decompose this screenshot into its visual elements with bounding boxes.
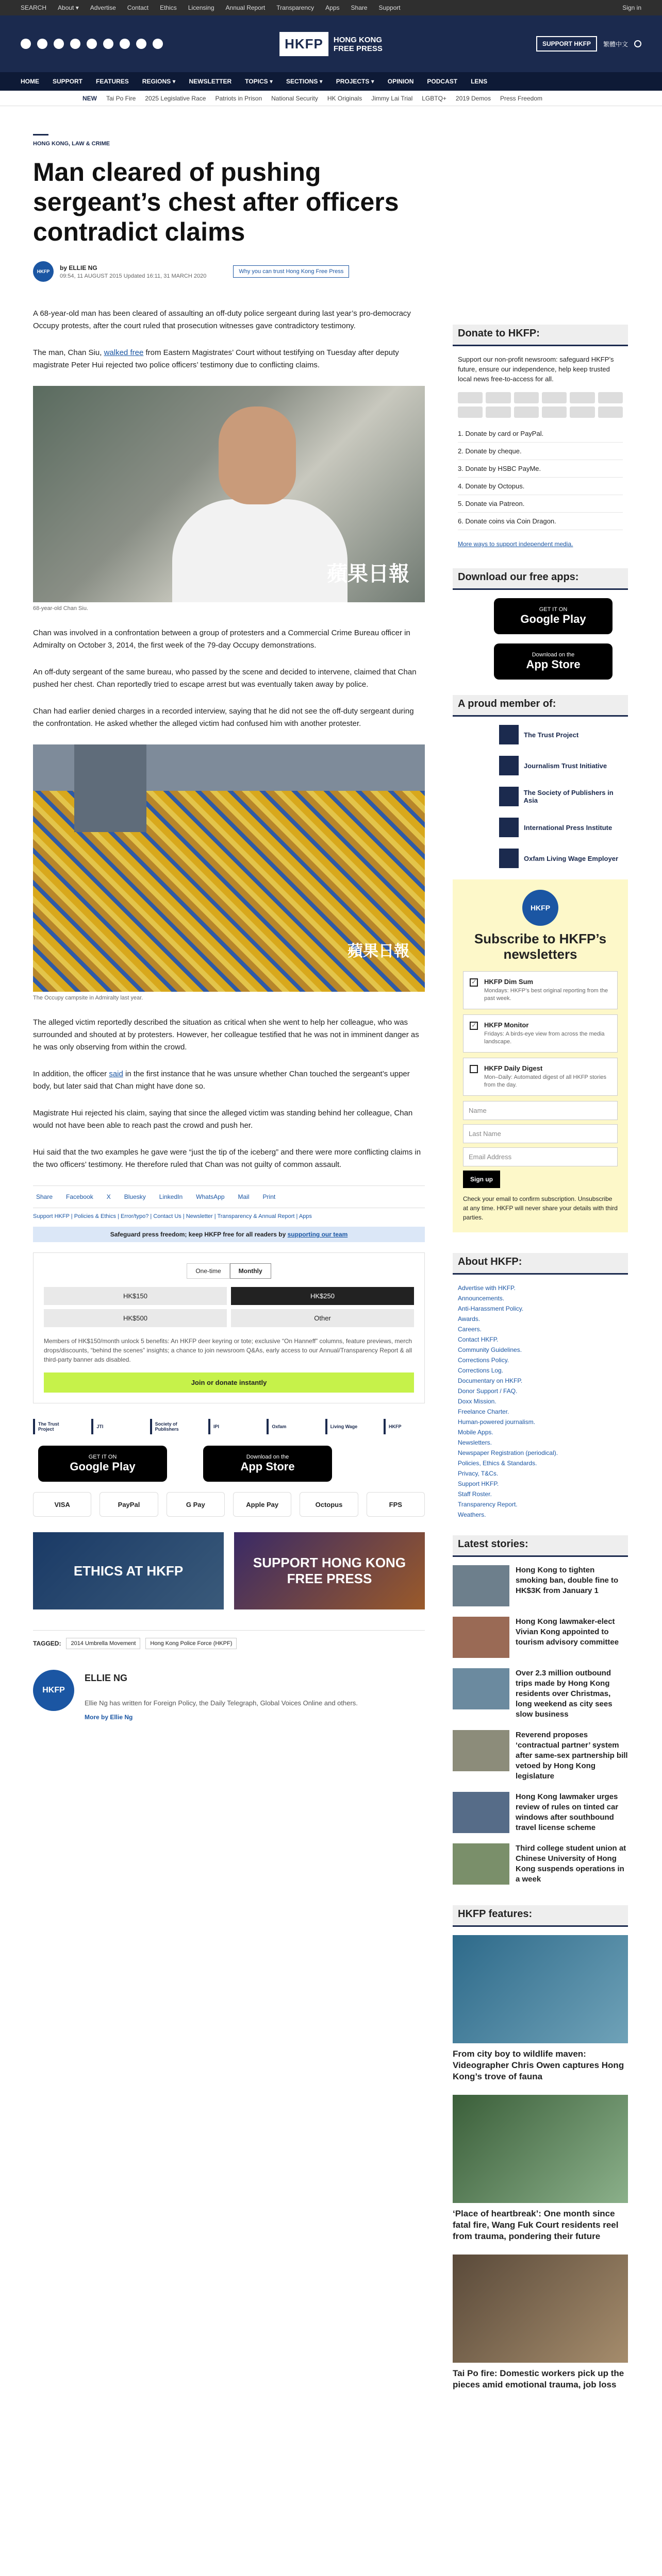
paragraph: Hui said that the two examples he gave were “just the tip of the iceberg” and there were more conflicting claims in the two officers’ testimony. He therefore ruled that Chan was not guilty of common assault.: [33, 1148, 421, 1169]
ticker-item[interactable]: LGBTQ+: [422, 94, 446, 102]
trust-link[interactable]: Why you can trust Hong Kong Free Press: [233, 265, 349, 278]
author-name[interactable]: ELLIE NG: [85, 1673, 128, 1683]
photo-watermark: 蘋果日報: [327, 563, 409, 585]
about-link[interactable]: Weathers.: [458, 1511, 486, 1518]
card-icon: [458, 392, 483, 403]
google-play-button[interactable]: GET IT ON Google Play: [38, 1446, 167, 1482]
donate-methods: [453, 425, 628, 530]
sopa-icon: [499, 787, 519, 806]
about-link[interactable]: Careers.: [458, 1326, 482, 1333]
amount-options: [44, 1287, 414, 1327]
youtube-icon[interactable]: [103, 39, 113, 49]
feature-image[interactable]: [453, 1935, 628, 2043]
card-icon: [486, 406, 510, 418]
member-heading: A proud member of:: [453, 695, 628, 717]
paragraph: An off-duty sergeant of the same bureau, who passed by the scene and decided to intervene, claimed that Chan pushed her chest. Chan reportedly tried to escape arrest but was eventually taken away by police.: [33, 668, 417, 689]
checkbox-icon[interactable]: [470, 978, 478, 987]
twitter-icon[interactable]: [21, 39, 31, 49]
topbar-link-share[interactable]: Share: [351, 4, 368, 11]
sign-in-link[interactable]: Sign in: [622, 4, 641, 11]
share-facebook[interactable]: Facebook: [66, 1193, 93, 1200]
apple-pay-icon[interactable]: Apple Pay: [233, 1492, 291, 1517]
about-link[interactable]: Mobile Apps.: [458, 1429, 493, 1436]
social-icons: [21, 39, 163, 49]
telegram-icon[interactable]: [153, 39, 163, 49]
photo-caption: 68-year-old Chan Siu.: [33, 605, 89, 612]
feature-title[interactable]: ‘Place of heartbreak’: One month since fatal fire, Wang Fuk Court residents reel from trauma, pondering their future: [453, 2209, 619, 2241]
donate-widget: [33, 1252, 425, 1403]
instagram-icon[interactable]: [54, 39, 64, 49]
threads-icon[interactable]: [70, 39, 80, 49]
topbar-link-annual-report[interactable]: Annual Report: [225, 4, 266, 11]
tags-row: [33, 1630, 425, 1649]
octopus-icon[interactable]: Octopus: [300, 1492, 358, 1517]
story-thumbnail: [453, 1792, 509, 1833]
ticker-item[interactable]: 2025 Legislative Race: [145, 94, 206, 102]
badge[interactable]: HKFP: [384, 1419, 425, 1434]
topbar-link-advertise[interactable]: Advertise: [90, 4, 116, 11]
ticker-item[interactable]: National Security: [271, 94, 318, 102]
paypal-icon[interactable]: PayPal: [100, 1492, 158, 1517]
nav-lens[interactable]: LENS: [471, 78, 488, 85]
donate-method[interactable]: 6. Donate coins via Coin Dragon.: [458, 513, 623, 530]
author-bio: Ellie Ng has written for Foreign Policy, the Daily Telegraph, Global Voices Online and others.: [85, 1699, 358, 1707]
about-link[interactable]: Documentary on HKFP.: [458, 1377, 523, 1384]
article-category[interactable]: HONG KONG, LAW & CRIME: [33, 141, 110, 147]
topbar-link-apps[interactable]: Apps: [325, 4, 340, 11]
about-link[interactable]: Newsletters.: [458, 1439, 492, 1446]
paragraph: A 68-year-old man has been cleared of assaulting an off-duty police sergeant during last year’s pro-democracy Occupy protests, after the court ruled that prosecution witnesses gave contradictory testimony.: [33, 309, 411, 330]
nav-sections[interactable]: SECTIONS ▾: [286, 78, 323, 85]
about-link[interactable]: Donor Support / FAQ.: [458, 1387, 518, 1395]
latest-heading: Latest stories:: [453, 1535, 628, 1557]
topbar-link-contact[interactable]: Contact: [127, 4, 149, 11]
newsletter-option-dim-sum[interactable]: ✓ HKFP Dim Sum Mondays: HKFP’s best original reporting from the past week.: [463, 971, 618, 1009]
badge[interactable]: Society of Publishers: [150, 1419, 191, 1434]
share-bluesky[interactable]: Bluesky: [124, 1193, 146, 1200]
app-store-buttons: [33, 1446, 425, 1482]
nav-support[interactable]: SUPPORT: [53, 78, 83, 85]
story-thumbnail: [453, 1617, 509, 1658]
story-thumbnail: [453, 1565, 509, 1606]
author-avatar[interactable]: HKFP: [33, 261, 54, 282]
said-link[interactable]: said: [109, 1070, 123, 1078]
story-item[interactable]: Over 2.3 million outbound trips made by Hong Kong residents over Christmas, long weekend as city sees slow business: [453, 1668, 628, 1720]
topbar-link-search[interactable]: SEARCH: [21, 4, 47, 11]
facebook-icon[interactable]: [37, 39, 47, 49]
ticker-new-label: NEW: [82, 94, 97, 102]
nav-newsletter[interactable]: NEWSLETTER: [189, 78, 232, 85]
about-link[interactable]: Doxx Mission.: [458, 1398, 496, 1405]
story-thumbnail: [453, 1730, 509, 1771]
tag[interactable]: 2014 Umbrella Movement: [66, 1638, 140, 1649]
author-box: [33, 1670, 425, 1721]
member-logo[interactable]: The Trust Project: [499, 725, 628, 744]
feature-image[interactable]: [453, 2095, 628, 2203]
nav-podcast[interactable]: PODCAST: [427, 78, 458, 85]
support-hkfp-button[interactable]: SUPPORT HKFP: [536, 36, 597, 52]
share-print[interactable]: Print: [262, 1193, 276, 1200]
share-whatsapp[interactable]: WhatsApp: [196, 1193, 225, 1200]
article-dates: 09:54, 11 AUGUST 2015 Updated 16:11, 31 MARCH 2020: [60, 273, 207, 279]
card-icon: [598, 406, 623, 418]
story-thumbnail: [453, 1668, 509, 1709]
donate-method[interactable]: 4. Donate by Octopus.: [458, 478, 623, 495]
nav-topics[interactable]: TOPICS ▾: [245, 78, 273, 85]
join-donate-button[interactable]: Join or donate instantly: [44, 1372, 414, 1393]
card-icon: [542, 406, 567, 418]
ticker-item[interactable]: 2019 Demos: [455, 94, 491, 102]
article-photo-occupy-campsite: [33, 744, 425, 992]
member-logo[interactable]: International Press Institute: [499, 818, 628, 837]
ticker-item[interactable]: Press Freedom: [500, 94, 542, 102]
nav-features[interactable]: FEATURES: [96, 78, 129, 85]
features-heading: HKFP features:: [453, 1905, 628, 1927]
app-store-button[interactable]: Download on the App Store: [494, 643, 613, 680]
article-title: Man cleared of pushing sergeant’s chest after officers contradict claims: [33, 158, 399, 246]
share-label: Share: [36, 1193, 53, 1200]
story-thumbnail: [453, 1843, 509, 1885]
name-field[interactable]: Name: [463, 1101, 618, 1120]
article-photo-chan-siu: [33, 386, 425, 602]
latest-stories: [453, 1535, 628, 1885]
topbar-link-licensing[interactable]: Licensing: [188, 4, 214, 11]
member-logo[interactable]: Journalism Trust Initiative: [499, 756, 628, 775]
story-item[interactable]: Hong Kong lawmaker urges review of rules on tinted car windows after southbound travel license scheme: [453, 1792, 628, 1833]
about-link[interactable]: Freelance Charter.: [458, 1408, 509, 1415]
language-switch[interactable]: 繁體中文: [603, 40, 628, 48]
donate-method[interactable]: 5. Donate via Patreon.: [458, 495, 623, 513]
nav-opinion[interactable]: OPINION: [387, 78, 414, 85]
apps-heading: Download our free apps:: [453, 568, 628, 590]
ticker-item[interactable]: Patriots in Prison: [215, 94, 262, 102]
card-icon: [598, 392, 623, 403]
photo-watermark: 蘋果日報: [347, 943, 409, 960]
about-heading: About HKFP:: [453, 1253, 628, 1275]
photo-building: [74, 744, 146, 832]
search-icon[interactable]: [634, 40, 641, 47]
newsletter-signup: [453, 879, 628, 1232]
about-link[interactable]: Community Guidelines.: [458, 1346, 522, 1353]
ticker-item[interactable]: Tai Po Fire: [106, 94, 136, 102]
card-icon: [542, 392, 567, 403]
photo-figure-shirt: [172, 499, 347, 602]
support-promo[interactable]: SUPPORT HONG KONG FREE PRESS: [234, 1532, 425, 1609]
frequency-toggle: [44, 1263, 414, 1279]
paragraph: In addition, the officer said in the first instance that he was unsure whether Chan touched the sergeant’s upper body, but later said that Chan might have done so.: [33, 1070, 410, 1091]
amount-option[interactable]: Other: [231, 1309, 414, 1327]
ipi-icon: [499, 818, 519, 837]
email-field[interactable]: Email Address: [463, 1147, 618, 1166]
amount-option[interactable]: HK$250: [231, 1287, 414, 1305]
checkbox-icon[interactable]: [470, 1022, 478, 1030]
topbar-link-ethics[interactable]: Ethics: [160, 4, 177, 11]
sidebar: [453, 325, 628, 2403]
newsletter-title: Subscribe to HKFP’s newsletters: [474, 931, 607, 962]
donate-text: Support our non-profit newsroom: safeguard HKFP’s future, ensure our independence, help keep trusted local news free-to-access for all.: [458, 355, 614, 383]
safeguard-banner: Safeguard press freedom; keep HKFP free for all readers by supporting our team: [33, 1227, 425, 1242]
fps-icon[interactable]: FPS: [367, 1492, 425, 1517]
about-link[interactable]: Anti-Harassment Policy.: [458, 1305, 524, 1312]
donate-method[interactable]: 3. Donate by HSBC PayMe.: [458, 460, 623, 478]
feature-image[interactable]: [453, 2255, 628, 2363]
card-icon: [570, 406, 594, 418]
support-team-link[interactable]: supporting our team: [287, 1231, 348, 1238]
membership-badges: [33, 1419, 425, 1434]
freq-monthly[interactable]: Monthly: [230, 1263, 271, 1279]
main-nav: [0, 72, 662, 91]
newsletter-logo: HKFP: [522, 890, 558, 926]
badge[interactable]: The Trust Project: [33, 1419, 74, 1434]
footer-links[interactable]: Support HKFP | Policies & Ethics | Error/typo? | Contact Us | Newsletter | Transparency & Annual Report | Apps: [33, 1213, 312, 1219]
story-item[interactable]: Third college student union at Chinese University of Hong Kong suspends operations in a week: [453, 1843, 628, 1885]
nav-projects[interactable]: PROJECTS ▾: [336, 78, 374, 85]
story-item[interactable]: Hong Kong lawmaker-elect Vivian Kong appointed to tourism advisory committee: [453, 1617, 628, 1658]
topic-ticker: [0, 91, 662, 106]
logo-wordmark: HONG KONG FREE PRESS: [333, 35, 383, 53]
ticker-item[interactable]: Jimmy Lai Trial: [371, 94, 413, 102]
checkbox-icon[interactable]: [470, 1065, 478, 1073]
about-link[interactable]: Transparency Report.: [458, 1501, 518, 1508]
about-link[interactable]: Announcements.: [458, 1295, 505, 1302]
nav-home[interactable]: HOME: [21, 78, 39, 85]
feature-title[interactable]: From city boy to wildlife maven: Videographer Chris Owen captures Hong Kong’s trove of fauna: [453, 2049, 624, 2081]
logo-box: HKFP: [279, 32, 328, 56]
google-pay-icon[interactable]: G Pay: [167, 1492, 225, 1517]
paragraph: The man, Chan Siu, walked free from Eastern Magistrates’ Court without testifying on Tuesday after deputy magistrate Peter Hui rejected two police officers’ testimony due to conflicting claims.: [33, 348, 399, 369]
walked-free-link[interactable]: walked free: [104, 348, 144, 357]
topbar-link-about[interactable]: About ▾: [58, 4, 79, 11]
member-logo[interactable]: The Society of Publishers in Asia: [499, 787, 628, 806]
card-icon: [486, 392, 510, 403]
about-link[interactable]: Support HKFP.: [458, 1480, 499, 1487]
about-link[interactable]: Newspaper Registration (periodical).: [458, 1449, 558, 1456]
donate-heading: Donate to HKFP:: [453, 325, 628, 346]
amount-option[interactable]: HK$500: [44, 1309, 227, 1327]
badge[interactable]: Living Wage: [325, 1419, 367, 1434]
byline-author[interactable]: by ELLIE NG: [60, 264, 97, 272]
hkfp-features: [453, 1905, 628, 2391]
ticker-item[interactable]: HK Originals: [327, 94, 362, 102]
google-play-button[interactable]: GET IT ON Google Play: [494, 598, 613, 634]
photo-figure-face: [219, 406, 296, 504]
site-header: [0, 15, 662, 72]
tagged-label: TAGGED:: [33, 1640, 61, 1647]
card-icon: [514, 392, 539, 403]
feature-title[interactable]: Tai Po fire: Domestic workers pick up the pieces amid emotional trauma, job loss: [453, 2368, 624, 2389]
about-link[interactable]: Corrections Policy.: [458, 1357, 509, 1364]
about-link[interactable]: Human-powered journalism.: [458, 1418, 536, 1426]
card-icon: [458, 406, 483, 418]
topbar-link-transparency[interactable]: Transparency: [276, 4, 315, 11]
story-item[interactable]: Hong Kong to tighten smoking ban, double fine to HK$3K from January 1: [453, 1565, 628, 1606]
author-box-avatar[interactable]: HKFP: [33, 1670, 74, 1711]
trust-project-icon: [499, 725, 519, 744]
ethics-promo[interactable]: ETHICS AT HKFP: [33, 1532, 224, 1609]
oxfam-icon: [499, 849, 519, 868]
jti-icon: [499, 756, 519, 775]
member-logo[interactable]: Oxfam Living Wage Employer: [499, 849, 628, 868]
paragraph: Chan had earlier denied charges in a recorded interview, saying that he did not see the off-duty sergeant during the confrontation. He asked whether the alleged victim had confused him with another protester.: [33, 707, 414, 728]
payment-methods: [33, 1492, 425, 1517]
paragraph: The alleged victim reportedly described the situation as critical when she went to help her colleague, who was surrounded and shouted at by protesters. However, her colleague testified that he was not in imminent danger as he was only observing from within the crowd.: [33, 1018, 419, 1052]
newsletter-option-monitor[interactable]: ✓ HKFP Monitor Fridays: A birds-eye view from across the media landscape.: [463, 1014, 618, 1053]
email-icon[interactable]: [120, 39, 130, 49]
whatsapp-icon[interactable]: [136, 39, 146, 49]
paragraph: Chan was involved in a confrontation between a group of protesters and a Commercial Crime Bureau officer in Admiralty on October 3, 2014, the first week of the 79-day Occupy demonstrations.: [33, 629, 410, 650]
site-logo[interactable]: [279, 32, 383, 56]
donate-method[interactable]: 1. Donate by card or PayPal.: [458, 425, 623, 443]
category-rule: [33, 134, 48, 135]
photo-caption: The Occupy campsite in Admiralty last year.: [33, 995, 143, 1001]
about-link[interactable]: Privacy, T&Cs.: [458, 1470, 499, 1477]
badge[interactable]: IPI: [208, 1419, 250, 1434]
visa-icon[interactable]: VISA: [33, 1492, 91, 1517]
badge[interactable]: Oxfam: [267, 1419, 308, 1434]
tag[interactable]: Hong Kong Police Force (HKPF): [145, 1638, 237, 1649]
article: [33, 134, 425, 1721]
more-ways-link[interactable]: More ways to support independent media.: [458, 540, 573, 548]
paragraph: Magistrate Hui rejected his claim, saying that since the alleged victim was standing behind her colleague, Chan would not have been able to reach past the crowd and push her.: [33, 1109, 413, 1130]
newsletter-note: Check your email to confirm subscription. Unsubscribe at any time. HKFP will never share your details with third parties.: [463, 1195, 618, 1221]
donate-method[interactable]: 2. Donate by cheque.: [458, 443, 623, 460]
about-link[interactable]: Policies, Ethics & Standards.: [458, 1460, 537, 1467]
linkedin-icon[interactable]: [87, 39, 97, 49]
about-links: [453, 1283, 628, 1520]
app-store-button[interactable]: Download on the App Store: [203, 1446, 332, 1482]
share-x[interactable]: X: [106, 1193, 111, 1200]
amount-option[interactable]: HK$150: [44, 1287, 227, 1305]
member-perks: Members of HK$150/month unlock 5 benefits: An HKFP deer keyring or tote; exclusive “On Hanneff” columns, feature previews, merch drops/discounts, “behind the scenes” insights; a chance to join newsroom Q&As, early access to our Annual/Transparency Report & all third-party banner ads disabled.: [44, 1337, 412, 1363]
about-link[interactable]: Staff Roster.: [458, 1490, 492, 1498]
card-icon: [514, 406, 539, 418]
top-utility-bar: [0, 0, 662, 15]
newsletter-option-daily-digest[interactable]: HKFP Daily Digest Mon–Daily: Automated digest of all HKFP stories from the day.: [463, 1058, 618, 1096]
topbar-link-support[interactable]: Support: [378, 4, 401, 11]
more-by-author-link[interactable]: More by Ellie Ng: [85, 1714, 133, 1721]
about-link[interactable]: Awards.: [458, 1315, 481, 1323]
byline: [33, 261, 425, 282]
nav-regions[interactable]: REGIONS ▾: [142, 78, 176, 85]
share-bar: [33, 1185, 425, 1208]
payment-cards: [453, 392, 628, 418]
freq-one-time[interactable]: One-time: [187, 1263, 229, 1279]
share-linkedin[interactable]: LinkedIn: [159, 1193, 183, 1200]
about-link[interactable]: Corrections Log.: [458, 1367, 504, 1374]
sign-up-button[interactable]: Sign up: [463, 1171, 500, 1188]
share-mail[interactable]: Mail: [238, 1193, 250, 1200]
about-link[interactable]: Advertise with HKFP.: [458, 1284, 516, 1292]
promo-banners: [33, 1532, 425, 1609]
about-link[interactable]: Contact HKFP.: [458, 1336, 499, 1343]
story-item[interactable]: Reverend proposes ‘contractual partner’ system after same-sex partnership bill vetoed by Hong Kong legislature: [453, 1730, 628, 1782]
card-icon: [570, 392, 594, 403]
badge[interactable]: JTI: [91, 1419, 133, 1434]
last-name-field[interactable]: Last Name: [463, 1124, 618, 1143]
